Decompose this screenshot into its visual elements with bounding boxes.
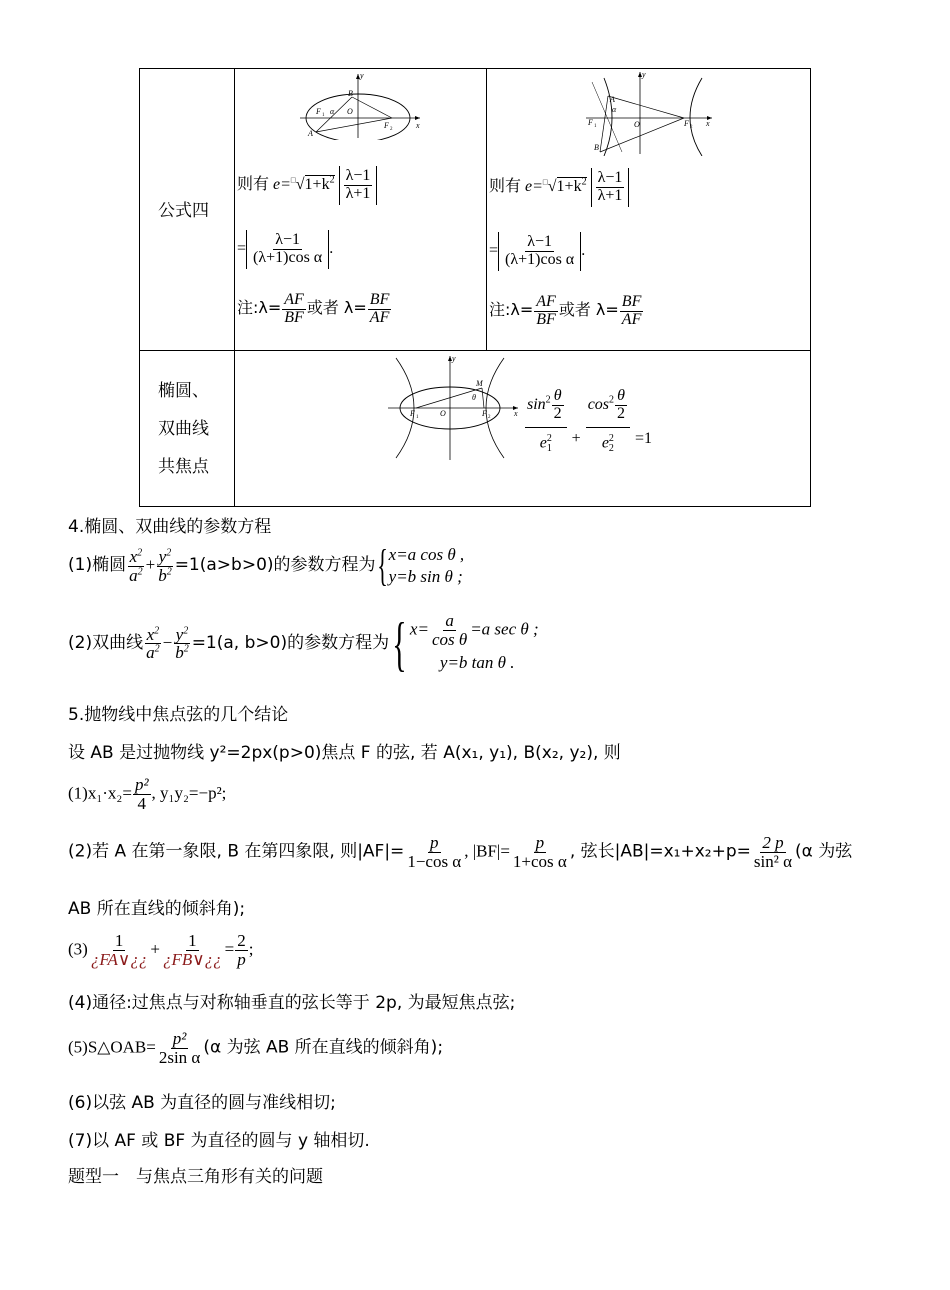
row-label-formula-four: 公式四: [158, 201, 209, 221]
conclusion-7: (7)以 AF 或 BF 为直径的圆与 y 轴相切.: [68, 1131, 370, 1151]
ellipse-parametric: (1)椭圆 $\frac{x^2}{a^2}$ + $\frac{y^2}{b^2}$ =1(a>b>0)的参数方程为{ x=a cos θ , y=b sin θ ;: [68, 541, 465, 591]
point-a-label: A: [308, 129, 313, 138]
focus-f2-label: F: [384, 121, 389, 130]
row-label-cofocal-1: 椭圆、: [158, 381, 209, 401]
cofocal-formula: $\sin^2$ $\frac{\theta}{2}$ $e^2_1$ + $\cos^2$ $\frac{\theta}{2}$ $e^2_2$ =1: [527, 387, 653, 455]
focus-f2-sub-2: 2: [690, 125, 693, 130]
x-axis-label-2: x: [706, 119, 710, 128]
table-col-divider: [234, 68, 235, 507]
table-col-divider-2: [486, 68, 487, 351]
theta-label: θ: [472, 393, 476, 402]
eccentricity-formula-right-2: = $\frac{\lambda-1}{\text{(λ+1)cos α}}$ .: [489, 232, 585, 271]
origin-label: O: [347, 107, 353, 116]
hyperbola-diagram: [582, 68, 718, 156]
focus-f1-sub-3: 1: [416, 415, 419, 420]
ellipse-diagram: [296, 70, 426, 140]
hyperbola-parametric: (2)双曲线 $\frac{x^2}{a^2}$ − $\frac{y^2}{b^2}$ =1(a, b>0)的参数方程为{ x= $\frac{a}{\text{cos θ}}$ =a sec θ ; y=b tan θ .: [68, 610, 539, 677]
origin-label-2: O: [634, 120, 640, 129]
section5-title: 5.抛物线中焦点弦的几个结论: [68, 705, 289, 725]
y-axis-label-2: y: [642, 70, 646, 79]
lambda-note-right: 注:λ= $\frac{AF}{BF}$ 或者 λ= $\frac{BF}{AF}$: [489, 293, 642, 328]
point-a-label-2: A: [610, 95, 615, 104]
y-axis-label-3: y: [452, 354, 456, 363]
conclusion-4: (4)通径:过焦点与对称轴垂直的弦长等于 2p, 为最短焦点弦;: [68, 993, 516, 1013]
point-b-label: B: [348, 89, 353, 98]
alpha-label-2: α: [612, 105, 617, 114]
conclusion-5: (5)S△OAB= $\frac{\text{p²}}{\text{2sin α}}$ (α 为弦 AB 所在直线的倾斜角);: [68, 1029, 444, 1067]
conclusion-2: (2)若 A 在第一象限, B 在第四象限, 则|AF|= $\frac{p}{\text{1−cos α}}$ , |BF|= $\frac{p}{\text{1+cos α}}$ , 弦长|AB|=x₁+x₂+p= $\frac{2 p}{\text{sin² α}}$ (α 为弦: [68, 833, 853, 871]
point-b-label-2: B: [594, 143, 599, 152]
eccentricity-formula-right: 则有 $e=^□√1+k^2$ $\frac{\lambda-1}{\lambda+1}$: [489, 168, 629, 207]
table-row-divider: [139, 350, 811, 351]
row-label-cofocal-2: 双曲线: [158, 419, 209, 439]
x-axis-label-3: x: [514, 409, 518, 418]
eccentricity-formula-left-2: = $\frac{\lambda-1}{\text{(λ+1)cos α}}$ .: [237, 230, 333, 269]
focus-f1-sub: 1: [322, 113, 325, 118]
x-axis-label: x: [416, 121, 420, 130]
conclusion-1: (1)x₁·x₂= $\frac{\text{p²}}{4}$ , y₁y₂=−p²;: [68, 775, 227, 813]
lambda-note-left: 注:λ= $\frac{AF}{BF}$ 或者 λ= $\frac{BF}{AF}$: [237, 291, 390, 326]
section4-title: 4.椭圆、双曲线的参数方程: [68, 517, 272, 537]
focus-f1-label: F: [316, 107, 321, 116]
cofocal-diagram: [386, 352, 526, 462]
conclusion-3: (3) $\frac{1}{¿FA\vee¿¿}$ + $\frac{1}{¿FB\vee¿¿}$ = $\frac{2}{p}$ ;: [68, 931, 254, 969]
point-m-label: M: [476, 379, 483, 388]
origin-label-3: O: [440, 409, 446, 418]
focus-f1-label-2: F: [588, 118, 593, 127]
problem-type-1-title: 题型一 与焦点三角形有关的问题: [68, 1167, 323, 1187]
focus-f2-label-2: F: [684, 119, 689, 128]
focus-f1-sub-2: 1: [594, 124, 597, 129]
conclusion-2-line2: AB 所在直线的倾斜角);: [68, 899, 246, 919]
row-label-cofocal-3: 共焦点: [158, 457, 209, 477]
conclusion-6: (6)以弦 AB 为直径的圆与准线相切;: [68, 1093, 336, 1113]
focus-f2-sub-3: 2: [488, 415, 491, 420]
y-axis-label: y: [360, 71, 364, 80]
focus-f2-sub: 2: [390, 127, 393, 132]
alpha-label: α: [330, 107, 335, 116]
eccentricity-formula-left: 则有 $e=^□√1+k^2$ $\frac{\lambda-1}{\lambda+1}$: [237, 166, 377, 205]
focus-f1-label-3: F: [410, 409, 415, 418]
section5-intro: 设 AB 是过抛物线 y²=2px(p>0)焦点 F 的弦, 若 A(x₁, y₁), B(x₂, y₂), 则: [68, 743, 621, 763]
focus-f2-label-3: F: [482, 409, 487, 418]
